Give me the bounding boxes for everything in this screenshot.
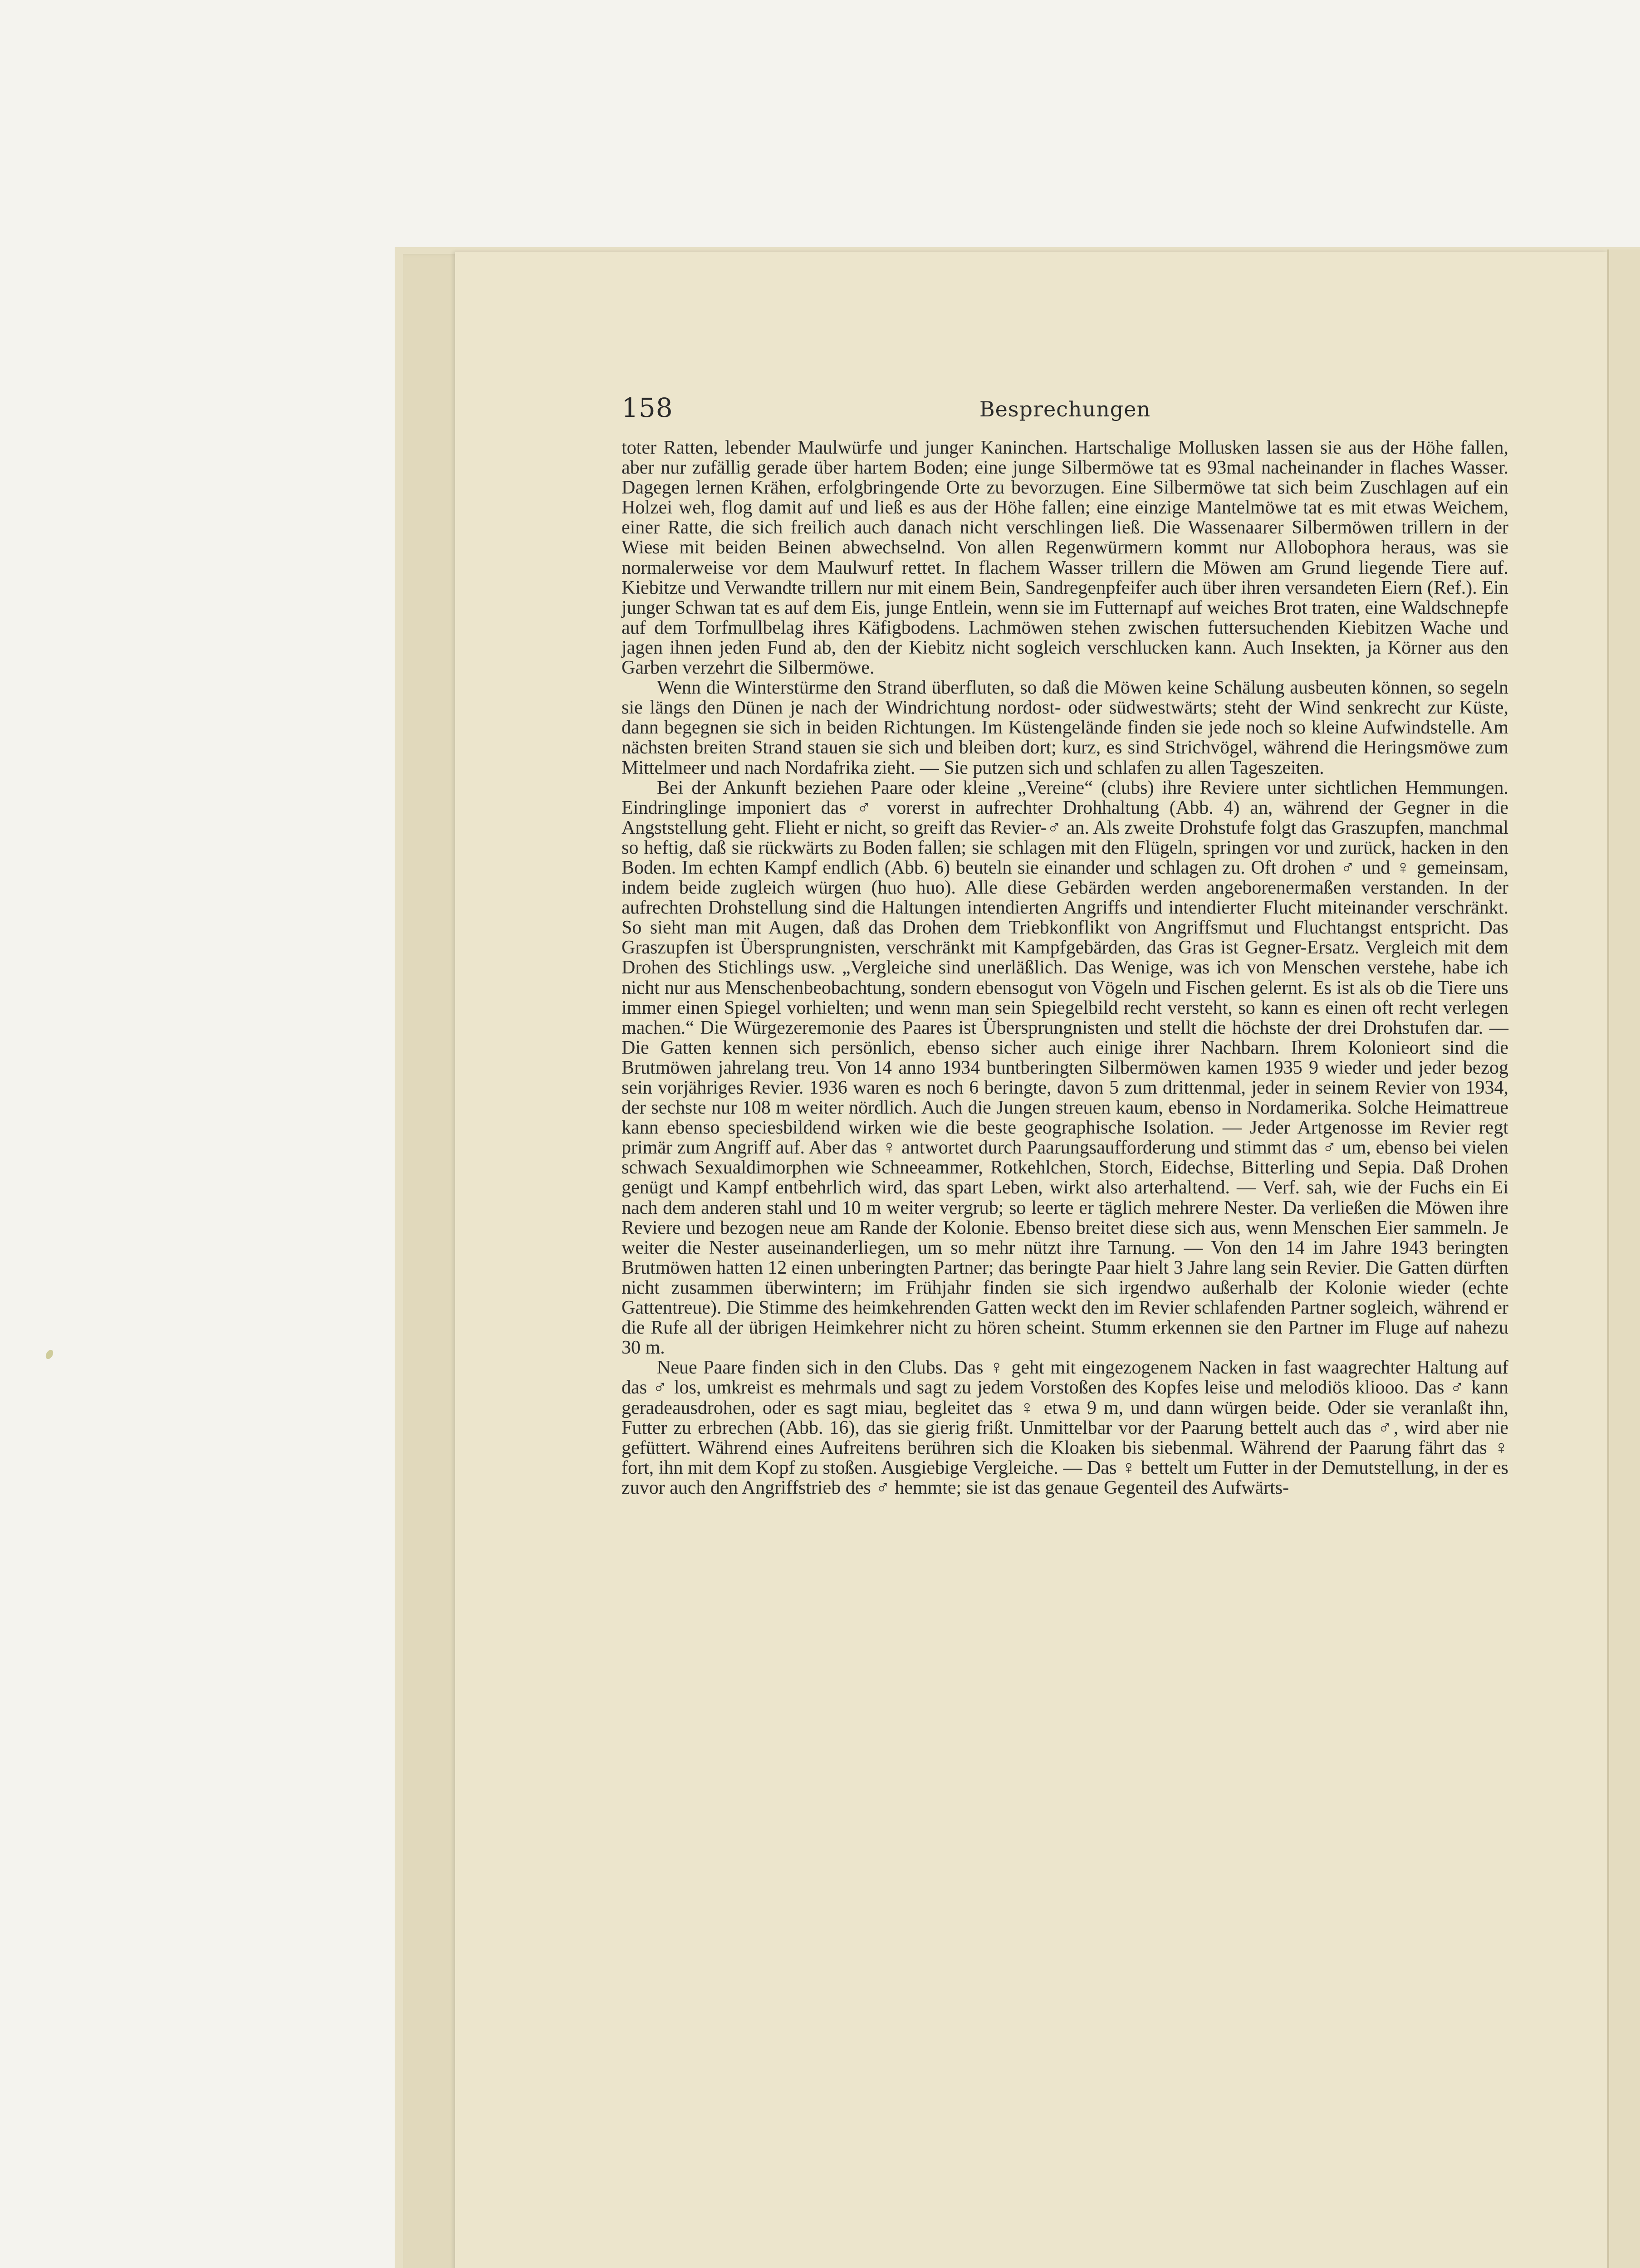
- paragraph-2: Wenn die Winterstürme den Strand überfluten, so daß die Möwen keine Schälung ausbeuten können, so segeln sie längs den Dünen je nach der Windrichtung nordost- oder südwestwärts; steht der Wind senkrecht zur Küste, dann begegnen sie sich in beiden Richtungen. Im Küstengelände finden sie jede noch so kleine Aufwindstelle. Am nächsten breiten Strand stauen sie sich und bleiben dort; kurz, es sind Strichvögel, während die Heringsmöwe zum Mittelmeer und nach Nordafrika zieht. — Sie putzen sich und schlafen zu allen Tageszeiten.: [622, 677, 1508, 778]
- page-number: 158: [622, 392, 673, 423]
- page-header: [622, 392, 1508, 429]
- running-head: Besprechungen: [979, 397, 1151, 421]
- paragraph-3: Bei der Ankunft beziehen Paare oder kleine „Vereine“ (clubs) ihre Reviere unter sichtlichen Hemmungen. Eindringlinge imponiert das ♂ vorerst in aufrechter Drohhaltung (Abb. 4) an, während der Gegner in die Angststellung geht. Flieht er nicht, so greift das Revier-♂ an. Als zweite Drohstufe folgt das Graszupfen, manchmal so heftig, daß sie rückwärts zu Boden fallen; sie schlagen mit den Flügeln, springen vor und zurück, hacken in den Boden. Im echten Kampf endlich (Abb. 6) beuteln sie einander und schlagen zu. Oft drohen ♂ und ♀ gemeinsam, indem beide zugleich würgen (huo huo). Alle diese Gebärden werden angeborenermaßen verstanden. In der aufrechten Drohstellung sind die Haltungen intendierten Angriffs und intendierter Flucht miteinander verschränkt. So sieht man mit Augen, daß das Drohen dem Triebkonflikt von Angriffsmut und Fluchtangst entspricht. Das Graszupfen ist Übersprungnisten, verschränkt mit Kampfgebärden, das Gras ist Gegner-Ersatz. Vergleich mit dem Drohen des Stichlings usw. „Vergleiche sind unerläßlich. Das Wenige, was ich von Menschen verstehe, habe ich nicht nur aus Menschenbeobachtung, sondern ebensogut von Vögeln und Fischen gelernt. Es ist als ob die Tiere uns immer einen Spiegel vorhielten; und wenn man sein Spiegelbild recht versteht, so kann es einen oft recht verlegen machen.“ Die Würgezeremonie des Paares ist Übersprungnisten und stellt die höchste der drei Drohstufen dar. — Die Gatten kennen sich persönlich, ebenso sicher auch einige ihrer Nachbarn. Ihrem Kolonieort sind die Brutmöwen jahrelang treu. Von 14 anno 1934 buntberingten Silbermöwen kamen 1935 9 wieder und jeder bezog sein vorjähriges Revier. 1936 waren es noch 6 beringte, davon 5 zum drittenmal, jeder in seinem Revier von 1934, der sechste nur 108 m weiter nördlich. Auch die Jungen streuen kaum, ebenso in Nordamerika. Solche Heimattreue kann ebenso speciesbildend wirken wie die beste geographische Isolation. — Jeder Artgenosse im Revier regt primär zum Angriff auf. Aber das ♀ antwortet durch Paarungsaufforderung und stimmt das ♂ um, ebenso bei vielen schwach Sexualdimorphen wie Schneeammer, Rotkehlchen, Storch, Eidechse, Bitterling und Sepia. Daß Drohen genügt und Kampf entbehrlich wird, das spart Leben, wirkt also arterhaltend. — Verf. sah, wie der Fuchs ein Ei nach dem anderen stahl und 10 m weiter vergrub; so leerte er täglich mehrere Nester. Da verließen die Möwen ihre Reviere und bezogen neue am Rande der Kolonie. Ebenso breitet diese sich aus, wenn Menschen Eier sammeln. Je weiter die Nester auseinanderliegen, um so mehr nützt ihre Tarnung. — Von den 14 im Jahre 1943 beringten Brutmöwen hatten 12 einen unberingten Partner; das beringte Paar hielt 3 Jahre lang sein Revier. Die Gatten dürften nicht zusammen überwintern; im Frühjahr finden sie sich irgendwo außerhalb der Kolonie wieder (echte Gattentreue). Die Stimme des heimkehrenden Gatten weckt den im Revier schlafenden Partner sogleich, während er die Rufe all der übrigen Heimkehrer nicht zu hören scheint. Stumm erkennen sie den Partner im Fluge auf nahezu 30 m.: [622, 777, 1508, 1359]
- paper-speck: [44, 1349, 54, 1360]
- underlying-sheet-right: [1607, 249, 1640, 2268]
- paragraph-4: Neue Paare finden sich in den Clubs. Das ♀ geht mit eingezogenem Nacken in fast waagrechter Haltung auf das ♂ los, umkreist es mehrmals und sagt zu jedem Vorstoßen des Kopfes leise und melodiös kliooo. Das ♂ kann geradeausdrohen, oder es sagt miau, begleitet das ♀ etwa 9 m, und dann würgen beide. Oder sie veranlaßt ihn, Futter zu erbrechen (Abb. 16), das sie gierig frißt. Unmittelbar vor der Paarung bettelt auch das ♂, wird aber nie gefüttert. Während eines Aufreitens berühren sich die Kloaken bis siebenmal. Während der Paarung fährt das ♀ fort, ihn mit dem Kopf zu stoßen. Ausgiebige Vergleiche. — Das ♀ bettelt um Futter in der Demutstellung, in der es zuvor auch den Angriffstrieb des ♂ hemmte; sie ist das genaue Gegenteil des Aufwärts-: [622, 1357, 1508, 1498]
- document-page: [455, 252, 1607, 2268]
- paragraph-1: toter Ratten, lebender Maulwürfe und junger Kaninchen. Hartschalige Mollusken lassen sie aus der Höhe fallen, aber nur zufällig gerade über hartem Boden; eine junge Silbermöwe tat es 93mal nacheinander in flaches Wasser. Dagegen lernen Krähen, erfolgbringende Orte zu bevorzugen. Eine Silbermöwe tat sich beim Zuschlagen auf ein Holzei weh, flog damit auf und ließ es aus der Höhe fallen; eine einzige Mantelmöwe tat es mit etwas Weichem, einer Ratte, die sich freilich auch danach nicht verschlingen ließ. Die Wassenaarer Silbermöwen trillern in der Wiese mit beiden Beinen abwechselnd. Von allen Regenwürmern kommt nur Allobophora heraus, was sie normalerweise vor dem Maulwurf rettet. In flachem Wasser trillern die Möwen am Grund liegende Tiere auf. Kiebitze und Verwandte trillern nur mit einem Bein, Sandregenpfeifer auch über ihren versandeten Eiern (Ref.). Ein junger Schwan tat es auf dem Eis, junge Entlein, wenn sie im Futternapf auf weiches Brot traten, eine Waldschnepfe auf dem Torfmullbelag ihres Käfigbodens. Lachmöwen stehen zwischen futtersuchenden Kiebitzen Wache und jagen ihnen jeden Fund ab, den der Kiebitz nicht sogleich verschlucken kann. Auch Insekten, ja Körner aus den Garben verzehrt die Silbermöwe.: [622, 437, 1508, 679]
- body-text: [622, 438, 1508, 1498]
